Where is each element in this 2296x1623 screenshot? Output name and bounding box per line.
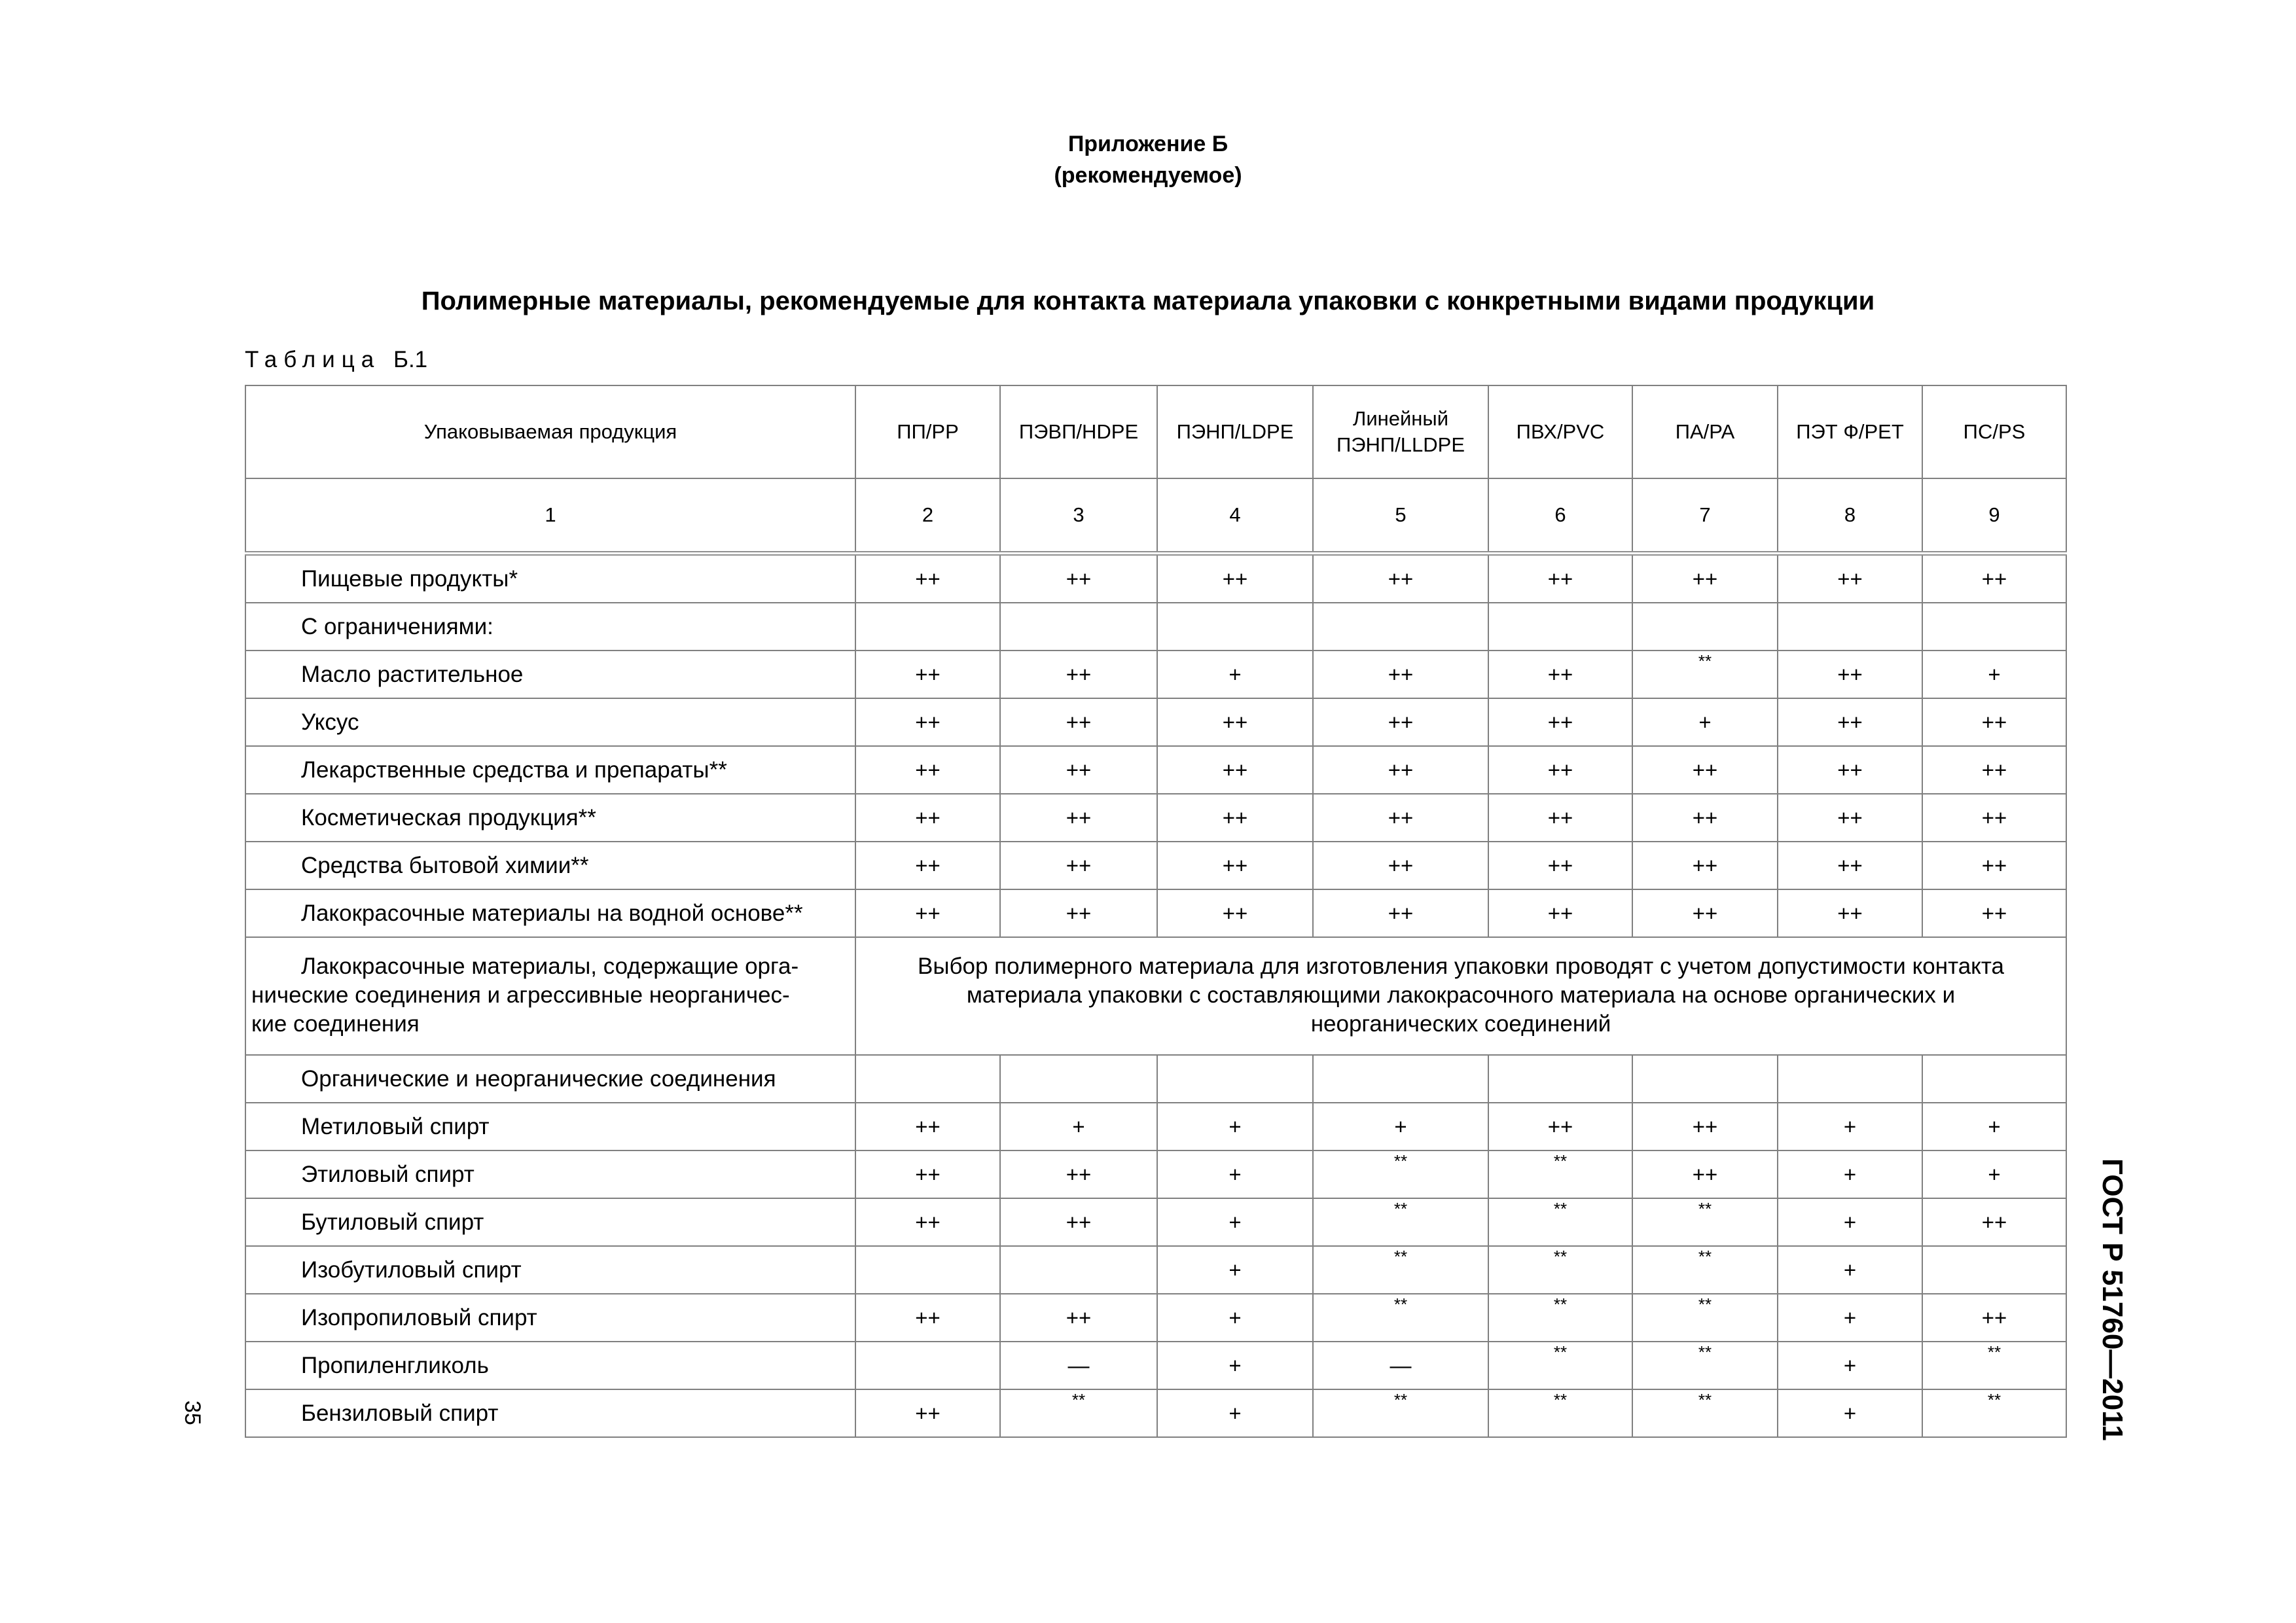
- value-cell: ++: [1488, 698, 1632, 746]
- value-cell: ++: [855, 746, 1000, 794]
- value-cell: ++: [855, 889, 1000, 937]
- table-row: [245, 1389, 2066, 1437]
- value-cell: +: [1778, 1246, 1922, 1294]
- value-cell: +: [1922, 1103, 2066, 1150]
- value-cell: ++: [1922, 794, 2066, 842]
- column-number-row: [245, 478, 2066, 554]
- value-cell: ++: [855, 1294, 1000, 1342]
- product-line: Лакокрасочные материалы, содержащие орга-: [301, 954, 799, 979]
- value-cell: [1922, 1055, 2066, 1103]
- column-number-cell: 7: [1632, 478, 1778, 554]
- value-cell: ++: [1313, 746, 1488, 794]
- value-cell: ++: [1922, 1294, 2066, 1342]
- value-cell: [855, 1342, 1000, 1389]
- value-cell: +: [1922, 651, 2066, 698]
- value-cell: ++: [1632, 842, 1778, 889]
- table-row: [245, 794, 2066, 842]
- product-cell: Лакокрасочные материалы на водной основе**: [245, 889, 855, 937]
- value-cell: **: [1632, 1342, 1778, 1389]
- value-cell: [1000, 1055, 1157, 1103]
- value-cell: **: [1488, 1150, 1632, 1198]
- value-cell: +: [1157, 1103, 1313, 1150]
- product-cell: Изобутиловый спирт: [245, 1246, 855, 1294]
- value-cell: **: [1488, 1246, 1632, 1294]
- table-row: [245, 842, 2066, 889]
- value-cell: ++: [855, 842, 1000, 889]
- value-cell: +: [1313, 1103, 1488, 1150]
- value-cell: ++: [1488, 554, 1632, 603]
- value-cell: [1157, 1055, 1313, 1103]
- value-cell: ++: [1157, 889, 1313, 937]
- header-cell: ПЭНП/LDPE: [1157, 385, 1313, 478]
- column-number-cell: 9: [1922, 478, 2066, 554]
- value-cell: +: [1157, 1150, 1313, 1198]
- value-cell: ++: [1778, 889, 1922, 937]
- product-cell: Лекарственные средства и препараты**: [245, 746, 855, 794]
- product-cell: Органические и неорганические соединения: [245, 1055, 855, 1103]
- table-row: [245, 1246, 2066, 1294]
- value-cell: ++: [855, 1198, 1000, 1246]
- value-cell: ++: [1157, 554, 1313, 603]
- value-cell: [1000, 1246, 1157, 1294]
- value-cell: ++: [1922, 1198, 2066, 1246]
- value-cell: ++: [1000, 1150, 1157, 1198]
- value-cell: ++: [1488, 889, 1632, 937]
- value-cell: ++: [1000, 889, 1157, 937]
- table-label: [245, 347, 427, 373]
- value-cell: ++: [1632, 746, 1778, 794]
- value-cell: ++: [1922, 889, 2066, 937]
- table-row: [245, 1103, 2066, 1150]
- value-cell: ++: [1778, 698, 1922, 746]
- value-cell: **: [1922, 1389, 2066, 1437]
- value-cell: ++: [855, 698, 1000, 746]
- value-cell: ++: [1922, 698, 2066, 746]
- value-cell: **: [1488, 1342, 1632, 1389]
- value-cell: ++: [1313, 651, 1488, 698]
- value-cell: +: [1778, 1103, 1922, 1150]
- table-label-number: Б.1: [393, 347, 428, 372]
- value-cell: **: [1922, 1342, 2066, 1389]
- appendix-title: Приложение Б: [1067, 132, 1229, 156]
- product-line: кие соединения: [251, 1011, 420, 1037]
- header-cell: Линейный ПЭНП/LLDPE: [1313, 385, 1488, 478]
- product-cell: Уксус: [245, 698, 855, 746]
- value-cell: [1778, 1055, 1922, 1103]
- column-number-cell: 2: [855, 478, 1000, 554]
- value-cell: [1488, 1055, 1632, 1103]
- value-cell: ++: [1488, 794, 1632, 842]
- note-line: Выбор полимерного материала для изготовления упаковки проводят с учетом допустимости контакта: [917, 954, 2004, 979]
- value-cell: **: [1632, 1294, 1778, 1342]
- value-cell: ++: [1632, 889, 1778, 937]
- value-cell: [1000, 603, 1157, 651]
- table-row: [245, 746, 2066, 794]
- value-cell: ++: [1922, 842, 2066, 889]
- table-row: [245, 889, 2066, 937]
- value-cell: +: [1778, 1294, 1922, 1342]
- value-cell: [1488, 603, 1632, 651]
- document-title: Полимерные материалы, рекомендуемые для контакта материала упаковки с конкретными видами продукции: [421, 287, 1875, 315]
- value-cell: **: [1488, 1389, 1632, 1437]
- value-cell: ++: [1157, 698, 1313, 746]
- column-number-cell: 1: [245, 478, 855, 554]
- value-cell: ++: [1000, 1294, 1157, 1342]
- value-cell: ++: [855, 1150, 1000, 1198]
- header-cell: ПА/PA: [1632, 385, 1778, 478]
- value-cell: +: [1157, 1389, 1313, 1437]
- value-cell: [1632, 603, 1778, 651]
- product-cell: Бензиловый спирт: [245, 1389, 855, 1437]
- value-cell: ++: [1000, 554, 1157, 603]
- value-cell: +: [1778, 1342, 1922, 1389]
- value-cell: **: [1632, 1246, 1778, 1294]
- product-cell: Этиловый спирт: [245, 1150, 855, 1198]
- value-cell: ++: [1488, 842, 1632, 889]
- product-cell: Косметическая продукция**: [245, 794, 855, 842]
- value-cell: —: [1313, 1342, 1488, 1389]
- value-cell: ++: [1488, 746, 1632, 794]
- column-number-cell: 8: [1778, 478, 1922, 554]
- value-cell: ++: [1778, 746, 1922, 794]
- value-cell: +: [1157, 1294, 1313, 1342]
- value-cell: **: [1313, 1246, 1488, 1294]
- value-cell: —: [1000, 1342, 1157, 1389]
- value-cell: **: [1632, 1198, 1778, 1246]
- value-cell: +: [1157, 1342, 1313, 1389]
- note-line: неорганических соединений: [1310, 1011, 1611, 1037]
- value-cell: ++: [1313, 554, 1488, 603]
- value-cell: ++: [1313, 889, 1488, 937]
- table-row: [245, 1198, 2066, 1246]
- value-cell: **: [1313, 1294, 1488, 1342]
- value-cell: ++: [855, 554, 1000, 603]
- column-number-cell: 4: [1157, 478, 1313, 554]
- value-cell: +: [1157, 651, 1313, 698]
- value-cell: ++: [1778, 554, 1922, 603]
- value-cell: ++: [1313, 794, 1488, 842]
- value-cell: ++: [1000, 794, 1157, 842]
- value-cell: ++: [1488, 1103, 1632, 1150]
- value-cell: ++: [1632, 1150, 1778, 1198]
- table-row: [245, 1150, 2066, 1198]
- value-cell: +: [1157, 1246, 1313, 1294]
- table-row: [245, 651, 2066, 698]
- appendix-subtitle: (рекомендуемое): [1054, 163, 1242, 188]
- value-cell: ++: [1922, 746, 2066, 794]
- value-cell: [1313, 1055, 1488, 1103]
- value-cell: [1778, 603, 1922, 651]
- standard-code: ГОСТ Р 51760—2011: [2096, 1158, 2128, 1441]
- value-cell: ++: [1313, 842, 1488, 889]
- materials-table: [245, 385, 2067, 1438]
- table-row: [245, 1055, 2066, 1103]
- product-cell: Масло растительное: [245, 651, 855, 698]
- value-cell: +: [1632, 698, 1778, 746]
- value-cell: +: [1000, 1103, 1157, 1150]
- value-cell: [855, 603, 1000, 651]
- value-cell: ++: [1922, 554, 2066, 603]
- header-cell: ПЭТ Ф/PET: [1778, 385, 1922, 478]
- value-cell: ++: [1632, 554, 1778, 603]
- header-cell: ПВХ/PVC: [1488, 385, 1632, 478]
- value-cell: [1157, 603, 1313, 651]
- header-cell: ПЭВП/HDPE: [1000, 385, 1157, 478]
- value-cell: ++: [1000, 842, 1157, 889]
- table-row-note: [245, 937, 2066, 1055]
- product-cell: Пищевые продукты*: [245, 554, 855, 603]
- header-cell: ПС/PS: [1922, 385, 2066, 478]
- value-cell: ++: [1778, 842, 1922, 889]
- value-cell: [1922, 1246, 2066, 1294]
- value-cell: **: [1313, 1198, 1488, 1246]
- value-cell: **: [1488, 1198, 1632, 1246]
- column-number-cell: 3: [1000, 478, 1157, 554]
- merged-note-cell: [855, 937, 2066, 1055]
- value-cell: [1632, 1055, 1778, 1103]
- value-cell: **: [1313, 1150, 1488, 1198]
- table-row: [245, 1294, 2066, 1342]
- value-cell: **: [1313, 1389, 1488, 1437]
- value-cell: [1922, 603, 2066, 651]
- value-cell: ++: [1000, 746, 1157, 794]
- table-label-word: Таблица: [245, 347, 381, 372]
- value-cell: ++: [855, 1389, 1000, 1437]
- column-number-cell: 5: [1313, 478, 1488, 554]
- table-row: [245, 698, 2066, 746]
- product-cell: Изопропиловый спирт: [245, 1294, 855, 1342]
- value-cell: +: [1157, 1198, 1313, 1246]
- table-row: [245, 554, 2066, 603]
- header-cell: ПП/PP: [855, 385, 1000, 478]
- value-cell: ++: [1000, 651, 1157, 698]
- product-cell: Пропиленгликоль: [245, 1342, 855, 1389]
- value-cell: +: [1778, 1389, 1922, 1437]
- table-row: [245, 1342, 2066, 1389]
- value-cell: +: [1922, 1150, 2066, 1198]
- value-cell: ++: [1632, 794, 1778, 842]
- value-cell: ++: [855, 651, 1000, 698]
- value-cell: ++: [1632, 1103, 1778, 1150]
- value-cell: ++: [1778, 794, 1922, 842]
- page-number: 35: [180, 1400, 205, 1425]
- value-cell: ++: [1313, 698, 1488, 746]
- product-cell: Средства бытовой химии**: [245, 842, 855, 889]
- product-cell: [245, 937, 855, 1055]
- note-line: материала упаковки с составляющими лакокрасочного материала на основе органических и: [966, 982, 1956, 1008]
- value-cell: [1313, 603, 1488, 651]
- value-cell: **: [1488, 1294, 1632, 1342]
- table-header-row: [245, 385, 2066, 478]
- product-cell: С ограничениями:: [245, 603, 855, 651]
- value-cell: **: [1632, 1389, 1778, 1437]
- value-cell: **: [1000, 1389, 1157, 1437]
- value-cell: ++: [1488, 651, 1632, 698]
- appendix-heading: [0, 128, 2296, 191]
- value-cell: ++: [1157, 794, 1313, 842]
- value-cell: +: [1778, 1150, 1922, 1198]
- value-cell: ++: [1778, 651, 1922, 698]
- product-line: нические соединения и агрессивные неорганичес-: [251, 982, 790, 1008]
- value-cell: +: [1778, 1198, 1922, 1246]
- table-row: [245, 603, 2066, 651]
- value-cell: ++: [855, 1103, 1000, 1150]
- value-cell: **: [1632, 651, 1778, 698]
- column-number-cell: 6: [1488, 478, 1632, 554]
- value-cell: ++: [855, 794, 1000, 842]
- value-cell: ++: [1000, 1198, 1157, 1246]
- value-cell: ++: [1157, 842, 1313, 889]
- header-cell: Упаковываемая продукция: [245, 385, 855, 478]
- value-cell: ++: [1000, 698, 1157, 746]
- product-cell: Метиловый спирт: [245, 1103, 855, 1150]
- value-cell: [855, 1246, 1000, 1294]
- product-cell: Бутиловый спирт: [245, 1198, 855, 1246]
- value-cell: [855, 1055, 1000, 1103]
- value-cell: ++: [1157, 746, 1313, 794]
